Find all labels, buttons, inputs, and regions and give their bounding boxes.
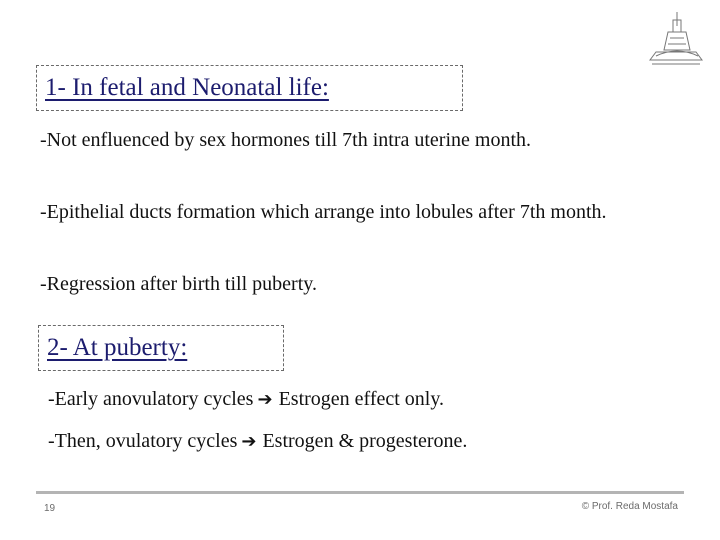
right-arrow-icon: ➔ (241, 431, 257, 452)
bullet-4-before: -Early anovulatory cycles (48, 388, 254, 410)
section-heading-box-2 (38, 325, 284, 371)
right-arrow-icon: ➔ (257, 389, 273, 410)
bullet-text-4 (48, 385, 668, 414)
bullet-text-1: -Not enfluenced by sex hormones till 7th intra uterine month. (40, 129, 531, 151)
bullet-4-after: Estrogen effect only. (278, 388, 445, 410)
footer-divider (36, 491, 684, 494)
bullet-5-before: -Then, ovulatory cycles (48, 430, 238, 452)
bullet-text-5 (48, 427, 668, 456)
university-logo-icon (644, 10, 708, 68)
page-number: 19 (44, 503, 56, 514)
bullet-text-2: -Epithelial ducts formation which arrange into lobules after 7th month. (40, 201, 607, 223)
footer-credit: © Prof. Reda Mostafa (581, 501, 678, 512)
section-heading-box-1 (36, 65, 463, 111)
bullet-5-after: Estrogen & progesterone. (262, 430, 468, 452)
bullet-text-3: -Regression after birth till puberty. (40, 273, 317, 295)
section-heading-2: 2- At puberty: (47, 334, 188, 361)
section-heading-1: 1- In fetal and Neonatal life: (45, 74, 329, 101)
